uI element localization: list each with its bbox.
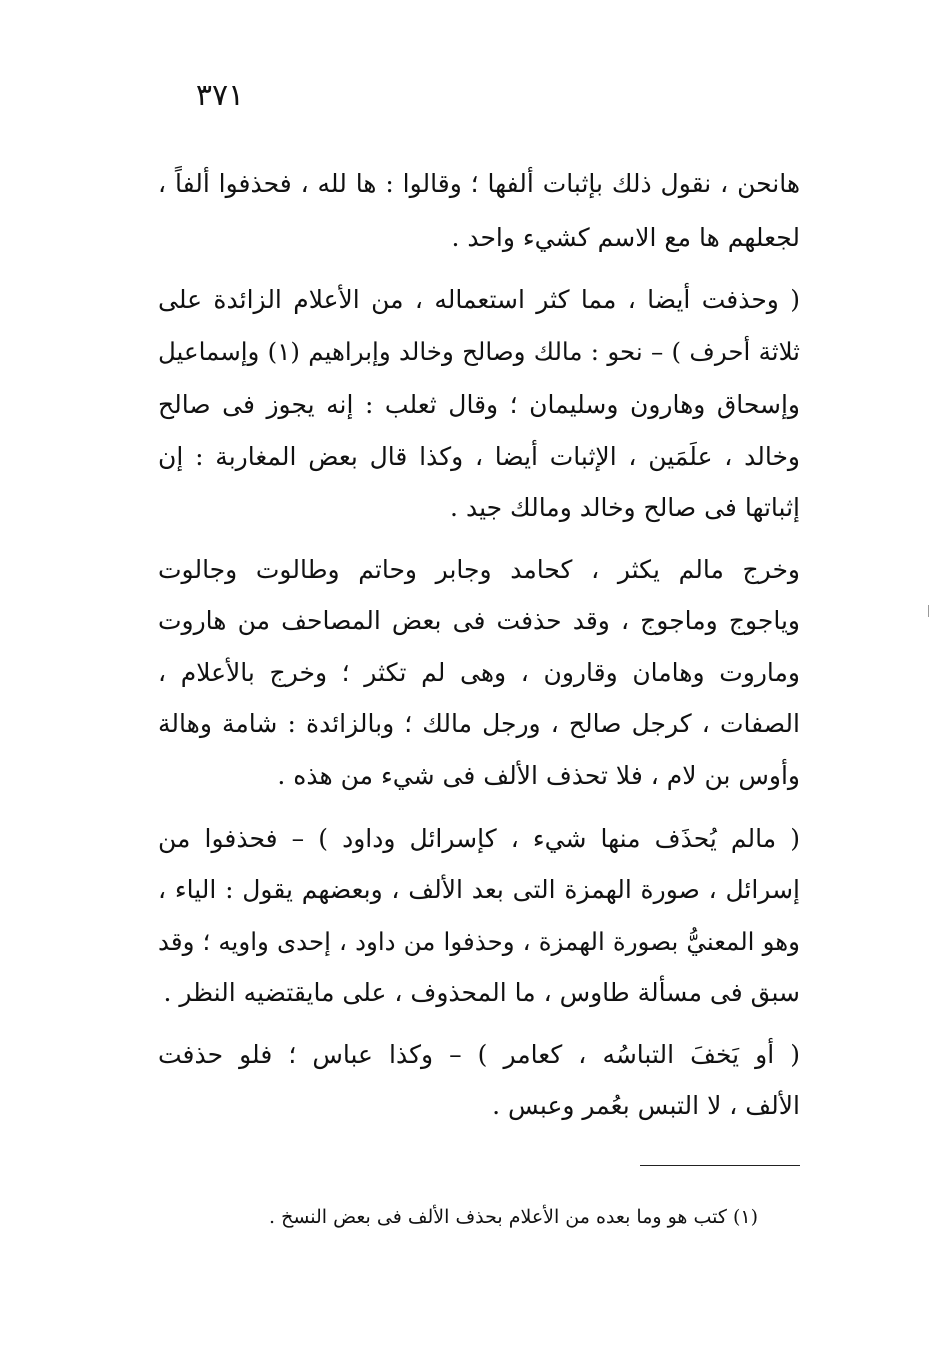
page-number: ٣٧١ bbox=[195, 78, 245, 113]
text-line: وماروت وهامان وقارون ، وهى لم تكثر ؛ وخرج بالأعلام ، bbox=[158, 658, 800, 687]
text-line: وخرج مالم يكثر ، كحامد وجابر وحاتم وطالوت وجالوت bbox=[158, 555, 800, 584]
text-line: إسرائل ، صورة الهمزة التى بعد الألف ، وبعضهم يقول : الياء ، bbox=[158, 875, 800, 904]
text-line: وإسحاق وهارون وسليمان ؛ وقال ثعلب : إنه يجوز فى صالح bbox=[158, 390, 800, 419]
text-line: ( وحذفت أيضا ، مما كثر استعماله ، من الأعلام الزائدة على bbox=[158, 285, 800, 314]
text-line: وهو المعنيُّ بصورة الهمزة ، وحذفوا من داود ، إحدى واويه ؛ وقد bbox=[158, 927, 800, 956]
text-line: وياجوج وماجوج ، وقد حذفت فى بعض المصاحف من هاروت bbox=[158, 606, 800, 635]
text-line: وأوس بن لام ، فلا تحذف الألف فى شيء من هذه . bbox=[277, 761, 800, 790]
text-line: لجعلهم ها مع الاسم كشيء واحد . bbox=[451, 223, 800, 252]
text-line: إثباتها فى صالح وخالد ومالك جيد . bbox=[450, 493, 800, 522]
text-line: هانحن ، نقول ذلك بإثبات ألفها ؛ وقالوا : ها لله ، فحذفوا ألفاً ، bbox=[158, 169, 800, 198]
text-line: الألف ، لا التبس بعُمر وعبس . bbox=[492, 1091, 800, 1120]
text-line: ( أو يَخفَ التباسُه ، كعامر ) – وكذا عباس ؛ فلو حذفت bbox=[158, 1040, 800, 1069]
text-line: سبق فى مسألة طاوس ، ما المحذوف ، على مايقتضيه النظر . bbox=[163, 978, 800, 1007]
footnote-divider bbox=[640, 1165, 800, 1166]
text-line: ثلاثة أحرف ) – نحو : مالك وصالح وخالد وإبراهيم (١) وإسماعيل bbox=[158, 337, 801, 366]
scan-edge-mark bbox=[928, 605, 929, 617]
footnote: (١) كتب هو وما بعده من الأعلام بحذف الألف فى بعض النسخ . bbox=[268, 1206, 758, 1228]
text-line: وخالد ، علَمَين ، الإثبات أيضا ، وكذا قال بعض المغاربة : إن bbox=[158, 442, 800, 471]
text-line: الصفات ، كرجل صالح ، ورجل مالك ؛ وبالزائدة : شامة وهالة bbox=[158, 709, 800, 738]
text-line: ( مالم يُحذَف منها شيء ، كإسرائل وداود ) – فحذفوا من bbox=[158, 824, 800, 853]
